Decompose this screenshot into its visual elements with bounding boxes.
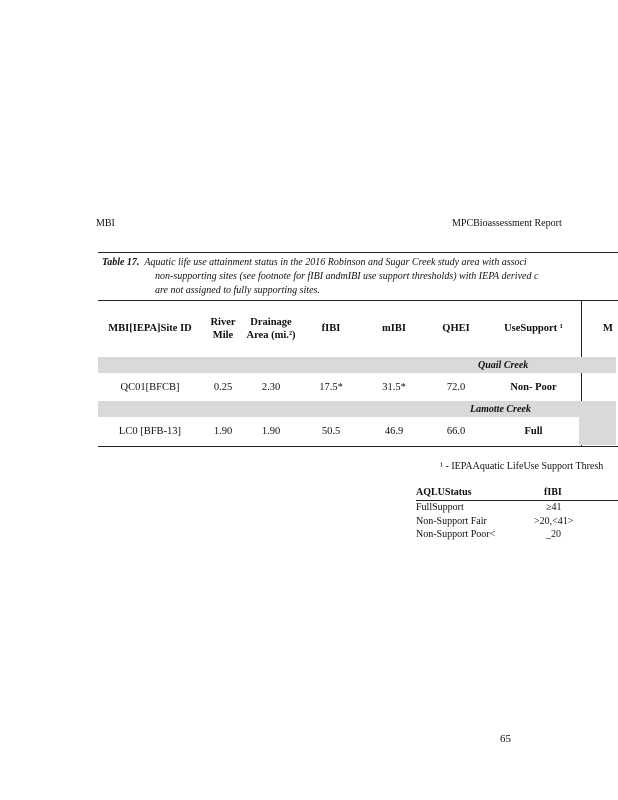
- threshold-legend: [416, 486, 618, 542]
- cell-mibi: 31.5*: [382, 381, 406, 393]
- page-number: 65: [500, 733, 511, 745]
- col-header-mibi: mIBI: [382, 323, 406, 334]
- legend-status: FullSupport: [416, 502, 464, 513]
- table-header-row: [98, 300, 616, 357]
- attainment-table: [98, 300, 616, 445]
- col-header-river-mile: River Mile: [210, 316, 236, 341]
- group-row-quail: [98, 357, 616, 373]
- table-row: [98, 373, 616, 401]
- cell-fibi: 17.5*: [319, 381, 343, 393]
- table-bottom-rule: [98, 446, 618, 447]
- header-right: MPCBioassessment Report: [452, 218, 562, 229]
- cell-site: LC0 [BFB-13]: [118, 425, 182, 437]
- legend-value: _20: [546, 529, 561, 540]
- group-label-quail: Quail Creek: [98, 357, 616, 373]
- col-header-drainage: Drainage Area (mi.²): [246, 316, 296, 341]
- cell-drainage: 2.30: [261, 381, 281, 393]
- legend-value: >20,<41>: [534, 515, 574, 527]
- cell-drainage: 1.90: [261, 425, 281, 437]
- cell-qhei: 72.0: [446, 381, 466, 393]
- group-label-lamotte: Lamotte Creek: [98, 401, 616, 417]
- legend-head-status: AQLUStatus: [416, 487, 472, 498]
- cell-qhei: 66.0: [446, 425, 466, 437]
- cell-mibi: 46.9: [384, 425, 404, 437]
- legend-value: ≥41: [546, 502, 562, 513]
- cell-river-mile: 0.25: [213, 381, 233, 393]
- caption-line-1: Aquatic life use attainment status in the 2016 Robinson and Sugar Creek study area with associ: [144, 257, 527, 268]
- col-header-use-support: UseSupport ¹: [504, 323, 563, 334]
- col-header-qhei: QHEI: [442, 323, 470, 334]
- legend-status: Non-Support Poor<: [416, 529, 496, 540]
- caption-label: Table 17.: [102, 257, 140, 268]
- cell-river-mile: 1.90: [213, 425, 233, 437]
- legend-status: Non-Support Fair: [416, 515, 487, 527]
- legend-row: [416, 501, 618, 515]
- header-left: MBI: [96, 218, 115, 229]
- cell-use-support: Non- Poor: [510, 381, 557, 393]
- legend-row: [416, 515, 618, 529]
- legend-head-fibi: fIBI: [544, 487, 562, 498]
- caption-line-2: non-supporting sites (see footnote for fIBI andmIBI use support thresholds) with IEPA derived c: [155, 271, 539, 282]
- cell-fibi: 50.5: [321, 425, 341, 437]
- col-header-m: M: [603, 323, 613, 334]
- cell-use-support: Full: [524, 425, 543, 437]
- legend-row: [416, 528, 618, 542]
- footnote: ¹ - IEPAAquatic LifeUse Support Thresh: [440, 461, 604, 472]
- cell-m: [579, 373, 616, 401]
- col-header-site: MBI[IEPA]Site ID: [108, 323, 192, 334]
- cell-m-shaded: [579, 417, 616, 445]
- legend-header: [416, 486, 618, 501]
- table-caption: [102, 256, 618, 298]
- caption-line-3: are not assigned to fully supporting sites.: [155, 285, 320, 296]
- col-header-fibi: fIBI: [321, 323, 341, 334]
- cell-site: QC01[BFCB]: [120, 381, 180, 393]
- caption-top-rule: [98, 252, 618, 253]
- group-row-lamotte: [98, 401, 616, 417]
- table-row: [98, 417, 616, 445]
